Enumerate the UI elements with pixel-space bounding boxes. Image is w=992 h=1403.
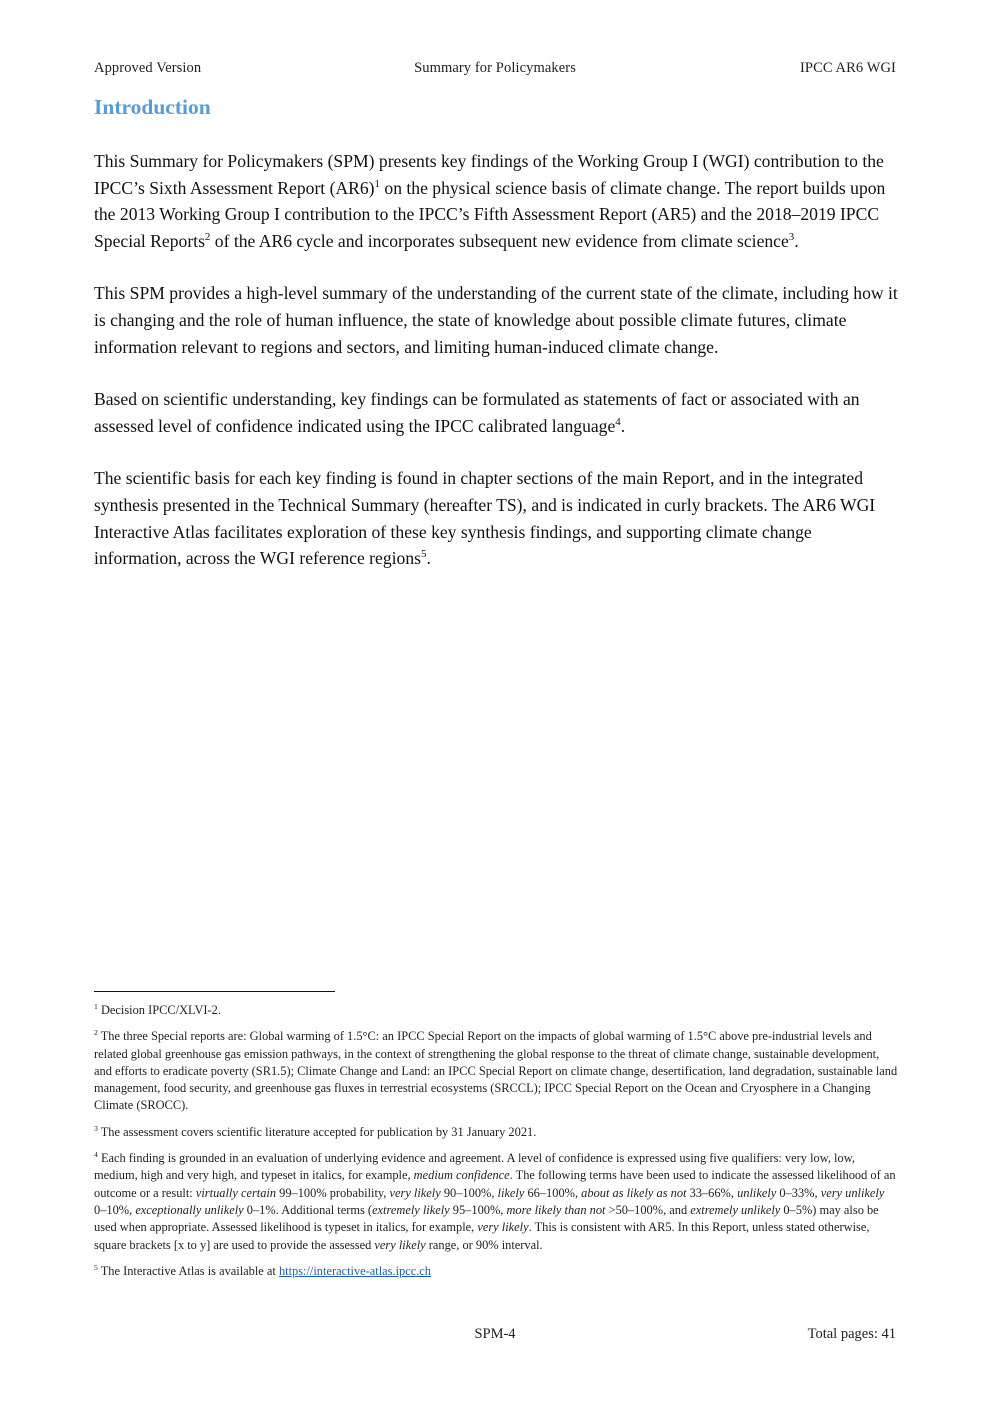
footnote-4-term-10: more likely than not bbox=[506, 1202, 606, 1217]
footnote-4-term-8: exceptionally unlikely bbox=[135, 1202, 244, 1217]
footnote-4-text-9: 0–1%. Additional terms ( bbox=[243, 1202, 373, 1217]
footnote-4-text-10: 95–100%, bbox=[449, 1202, 507, 1217]
footnote-ref-5[interactable]: 5 bbox=[420, 548, 427, 561]
footnote-4-term-12: very likely bbox=[477, 1220, 529, 1235]
footnote-4-text-11: >50–100%, and bbox=[605, 1202, 691, 1217]
footnote-4-number: 4 bbox=[94, 1149, 98, 1159]
footnote-ref-1[interactable]: 1 bbox=[374, 177, 380, 190]
footnote-4-text-7: 0–33%, bbox=[776, 1185, 821, 1200]
footnote-4-text-14: range, or 90% interval. bbox=[425, 1237, 543, 1252]
footnote-4-term-7: very unlikely bbox=[820, 1185, 885, 1200]
section-title: Introduction bbox=[94, 95, 211, 119]
footnote-1-number: 1 bbox=[94, 1001, 98, 1011]
footnote-3-text: The assessment covers scientific literature accepted for publication by 31 January 2021. bbox=[97, 1124, 537, 1139]
footnote-4-term-4: likely bbox=[497, 1185, 525, 1200]
footnote-4-term-1: medium confidence bbox=[413, 1168, 510, 1183]
footnote-5-number: 5 bbox=[94, 1262, 98, 1272]
footnote-ref-3[interactable]: 3 bbox=[788, 230, 795, 243]
footnote-3 bbox=[94, 1124, 899, 1141]
footnote-4-term-6: unlikely bbox=[737, 1185, 777, 1200]
footnote-4-text-6: 33–66%, bbox=[686, 1185, 738, 1200]
footnote-4-term-3: very likely bbox=[389, 1185, 441, 1200]
page-footer bbox=[94, 1326, 896, 1346]
page-header bbox=[94, 60, 896, 80]
footnote-ref-2[interactable]: 2 bbox=[204, 230, 211, 243]
footnote-5 bbox=[94, 1263, 899, 1280]
footnote-4-term-11: extremely unlikely bbox=[690, 1202, 781, 1217]
paragraph-3-end: . bbox=[620, 415, 626, 436]
paragraph-3 bbox=[94, 386, 902, 439]
footnote-4-term-5: about as likely as not bbox=[581, 1185, 687, 1200]
footnote-4-term-9: extremely likely bbox=[372, 1202, 450, 1217]
footnote-4-text-4: 90–100%, bbox=[440, 1185, 498, 1200]
footnote-2 bbox=[94, 1028, 899, 1114]
paragraph-4-text: The scientific basis for each key finding is found in chapter sections of the main Report, and in the integrated synthesis presented in the Technical Summary (hereafter TS), and is indicated in curly brackets. The AR6 WGI Interactive Atlas facilitates exploration of these key synthesis findings, and supporting climate change information, across the WGI reference regions bbox=[94, 468, 876, 569]
footnote-2-number: 2 bbox=[94, 1028, 98, 1038]
footnotes bbox=[94, 1002, 899, 1289]
paragraph-3-text: Based on scientific understanding, key findings can be formulated as statements of fact or associated with an assessed level of confidence indicated using the IPCC calibrated language bbox=[94, 389, 860, 436]
footnote-4 bbox=[94, 1150, 899, 1254]
paragraph-1-part-c: of the AR6 cycle and incorporates subsequent new evidence from climate science bbox=[210, 230, 789, 251]
paragraph-1-part-a: This Summary for Policymakers (SPM) presents key findings of the Working Group I (WGI) contribution to the IPCC’s Sixth Assessment Report (AR6) bbox=[94, 151, 884, 198]
footnote-4-term-2: virtually certain bbox=[195, 1185, 277, 1200]
footnote-3-number: 3 bbox=[94, 1123, 98, 1133]
header-document-title: Summary for Policymakers bbox=[414, 60, 576, 76]
header-version: Approved Version bbox=[94, 60, 202, 76]
paragraph-1 bbox=[94, 148, 902, 254]
paragraph-4-end: . bbox=[426, 548, 431, 569]
page-number: SPM-4 bbox=[474, 1326, 516, 1342]
body-text bbox=[94, 148, 902, 598]
paragraph-1-part-b: on the physical science basis of climate change. The report builds upon the 2013 Working Group I contribution to the IPCC’s Fifth Assessment Report (AR5) and the 2018–2019 IPCC Special Reports bbox=[94, 177, 886, 251]
footnote-4-text-3: 99–100% probability, bbox=[276, 1185, 390, 1200]
footnote-2-text: The three Special reports are: Global warming of 1.5°C: an IPCC Special Report on the impacts of global warming of 1.5°C above pre-industrial levels and related global greenhouse gas emission pathways, in the context of strengthening the global response to the threat of climate change, sustainable development, and efforts to eradicate poverty (SR1.5); Climate Change and Land: an IPCC Special Report on climate change, desertification, land degradation, sustainable land management, food security, and greenhouse gas fluxes in terrestrial ecosystems (SRCCL); IPCC Special Report on the Ocean and Cryosphere in a Changing Climate (SROCC). bbox=[94, 1029, 898, 1113]
total-pages: Total pages: 41 bbox=[807, 1326, 896, 1342]
footnote-ref-4[interactable]: 4 bbox=[615, 415, 621, 428]
footnote-separator bbox=[94, 991, 335, 992]
footnote-4-text-5: 66–100%, bbox=[524, 1185, 582, 1200]
footnote-4-text-13: . This is consistent with AR5. In this Report, unless stated otherwise, square brackets [x to y] are used to provide the assessed bbox=[94, 1220, 870, 1252]
footnote-1 bbox=[94, 1002, 899, 1019]
footnote-5-text: The Interactive Atlas is available at bbox=[97, 1263, 279, 1278]
footnote-4-text-8: 0–10%, bbox=[94, 1202, 136, 1217]
interactive-atlas-link[interactable]: https://interactive-atlas.ipcc.ch bbox=[278, 1263, 432, 1278]
footnote-1-text: Decision IPCC/XLVI-2. bbox=[97, 1003, 221, 1017]
footnote-4-term-13: very likely bbox=[374, 1237, 426, 1252]
footnote-4-text-1: Each finding is grounded in an evaluation of underlying evidence and agreement. A level of confidence is expressed using five qualifiers: very low, low, medium, high and very high, and typeset in italics, for example, bbox=[94, 1151, 855, 1183]
footnote-4-text-2: . The following terms have been used to indicate the assessed likelihood of an outcome or a result: bbox=[94, 1168, 896, 1200]
header-report-name: IPCC AR6 WGI bbox=[799, 60, 896, 76]
footnote-4-text-12: 0–5%) may also be used when appropriate. Assessed likelihood is typeset in italics, for example, bbox=[94, 1202, 879, 1235]
paragraph-2: This SPM provides a high-level summary of the understanding of the current state of the climate, including how it is changing and the role of human influence, the state of knowledge about possible climate futures, climate information relevant to regions and sectors, and limiting human-induced climate change. bbox=[94, 283, 898, 357]
paragraph-4 bbox=[94, 465, 902, 571]
paragraph-1-part-d: . bbox=[794, 230, 799, 251]
